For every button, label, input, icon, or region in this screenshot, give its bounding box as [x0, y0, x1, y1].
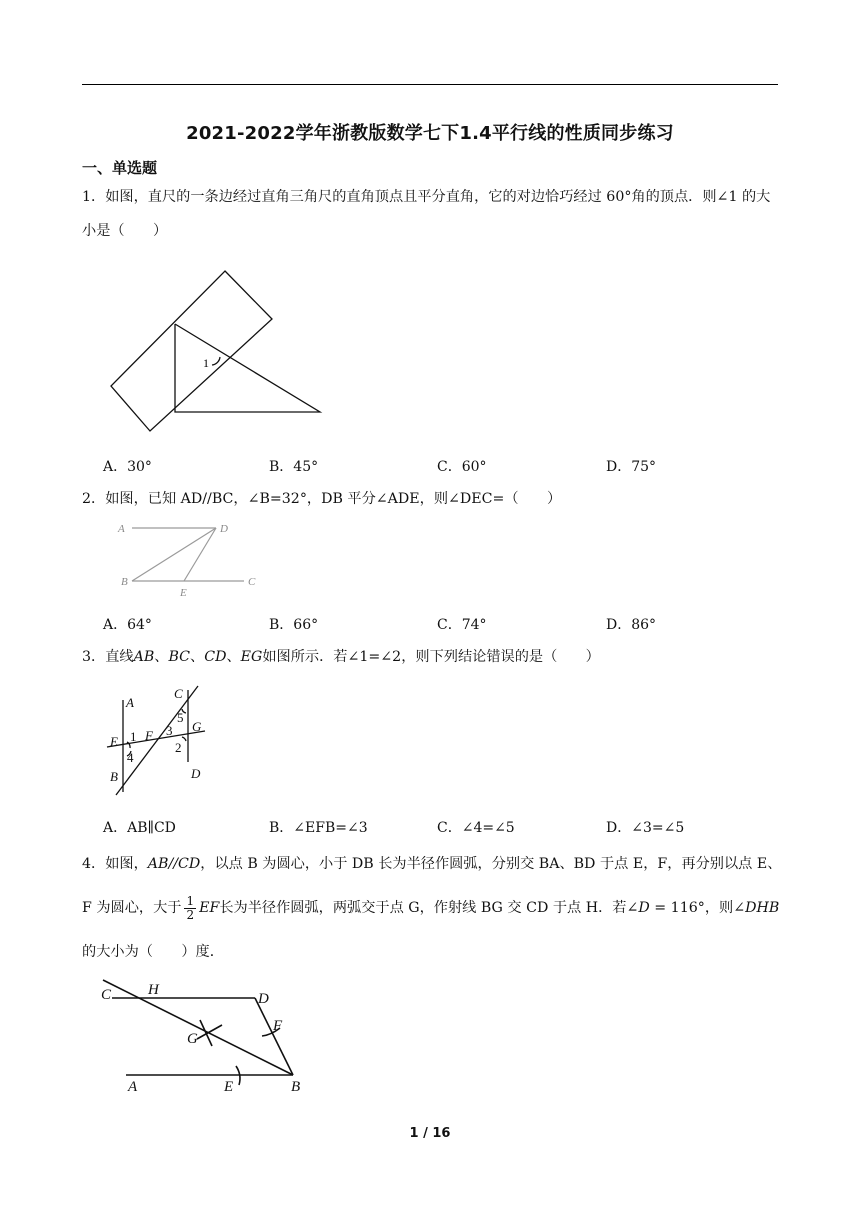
- angle-3-label: 3: [166, 723, 173, 738]
- angle-1-label: 1: [130, 729, 137, 744]
- label-b: B: [110, 769, 118, 784]
- question-4-text: 4．如图，AB//CD，以点 B 为圆心，小于 DB 长为半径作圆弧，分别交 BA、BD 于点 E，F，再分别以点 E、F 为圆心，大于 $\frac{1}{2}$ EF长为半径作圆弧，两弧交于点 G，作射线 BG 交 CD 于点 H．若∠D = 116°，则∠DHB的大小为（ ）度．: [82, 856, 782, 960]
- label-e: E: [224, 1079, 234, 1095]
- angle-1-label: 1: [203, 356, 209, 370]
- question-2-text: 2．如图，已知 AD//BC，∠B=32°，DB 平分∠ADE，则∠DEC=（ ）: [82, 491, 562, 507]
- q1-option-d[interactable]: D．75°: [606, 459, 657, 475]
- label-f: F: [145, 728, 153, 743]
- question-2-figure: [110, 516, 270, 601]
- question-1-text: 1．如图，直尺的一条边经过直角三角尺的直角顶点且平分直角，它的对边恰巧经过 60°角的顶点．则∠1 的大小是（ ）: [82, 189, 771, 239]
- label-g: G: [192, 719, 202, 734]
- fraction-one-half: $\frac{1}{2}$: [186, 893, 195, 922]
- question-1-figure: [105, 265, 325, 440]
- q2-option-b[interactable]: B．66°: [269, 617, 319, 633]
- label-a: A: [126, 695, 134, 710]
- label-g: G: [187, 1031, 198, 1047]
- label-c: C: [101, 987, 112, 1003]
- label-f: F: [273, 1018, 283, 1034]
- label-d: D: [220, 523, 228, 535]
- q3-option-b[interactable]: B．∠EFB=∠3: [269, 820, 368, 836]
- question-3-text: 3．直线AB、BC、CD、EG如图所示．若∠1=∠2，则下列结论错误的是（ ）: [82, 649, 600, 665]
- label-e: E: [180, 587, 187, 599]
- label-h: H: [148, 982, 159, 998]
- angle-5-label: 5: [177, 710, 184, 725]
- q1-option-b[interactable]: B．45°: [269, 459, 319, 475]
- label-b: B: [121, 576, 128, 588]
- page-number: 1 / 16: [409, 1126, 451, 1141]
- label-c: C: [174, 686, 183, 701]
- angle-4-label: 4: [127, 750, 134, 765]
- label-d: D: [191, 766, 201, 781]
- document-title: 2021-2022学年浙教版数学七下1.4平行线的性质同步练习: [186, 123, 674, 144]
- label-e: E: [110, 734, 118, 749]
- section-heading: 一、单选题: [82, 159, 158, 177]
- q3-option-d[interactable]: D．∠3=∠5: [606, 820, 685, 836]
- angle-2-label: 2: [175, 740, 182, 755]
- q2-option-c[interactable]: C．74°: [437, 617, 487, 633]
- q3-option-c[interactable]: C．∠4=∠5: [437, 820, 515, 836]
- label-c: C: [248, 576, 256, 588]
- question-3-figure: [102, 682, 217, 800]
- q1-option-c[interactable]: C．60°: [437, 459, 487, 475]
- question-4-figure: [95, 970, 320, 1100]
- q1-option-a[interactable]: A．30°: [103, 459, 152, 475]
- q2-option-d[interactable]: D．86°: [606, 617, 657, 633]
- q3-option-a[interactable]: A．AB∥CD: [103, 820, 176, 836]
- label-d: D: [258, 991, 269, 1007]
- label-b: B: [291, 1079, 301, 1095]
- q2-option-a[interactable]: A．64°: [103, 617, 152, 633]
- label-a: A: [128, 1079, 138, 1095]
- header-rule: [82, 84, 778, 85]
- label-a: A: [118, 523, 125, 535]
